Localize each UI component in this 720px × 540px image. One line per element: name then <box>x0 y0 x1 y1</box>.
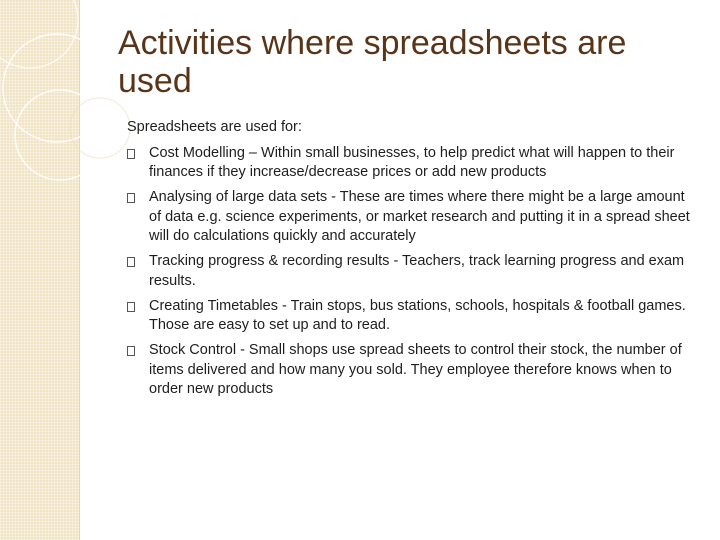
square-bullet-icon <box>127 302 135 312</box>
list-item <box>127 297 697 336</box>
square-bullet-icon <box>127 257 135 267</box>
list-item <box>127 188 697 247</box>
bullet-text: Creating Timetables - Train stops, bus stations, schools, hospitals & football games. Those are easy to set up and to read. <box>149 297 686 333</box>
bullet-text: Analysing of large data sets - These are times where there might be a large amount of data e.g. science experiments, or market research and putting it in a spread sheet will do calculations quickly and accurately <box>149 189 690 244</box>
list-item <box>127 341 697 400</box>
square-bullet-icon <box>127 193 135 203</box>
bullet-list <box>127 144 697 400</box>
intro-text: Spreadsheets are used for: <box>127 119 302 135</box>
square-bullet-icon <box>127 346 135 356</box>
slide-content <box>127 118 697 405</box>
square-bullet-icon <box>127 149 135 159</box>
list-item <box>127 252 697 291</box>
bullet-text: Cost Modelling – Within small businesses, to help predict what will happen to their finances if they increase/decrease prices or add new products <box>149 144 675 180</box>
slide-title: Activities where spreadsheets are used <box>118 24 627 100</box>
bullet-text: Stock Control - Small shops use spread sheets to control their stock, the number of items delivered and how many you sold. They employee therefore knows when to order new products <box>149 342 682 397</box>
bullet-text: Tracking progress & recording results - Teachers, track learning progress and exam results. <box>149 253 685 289</box>
list-item <box>127 144 697 183</box>
